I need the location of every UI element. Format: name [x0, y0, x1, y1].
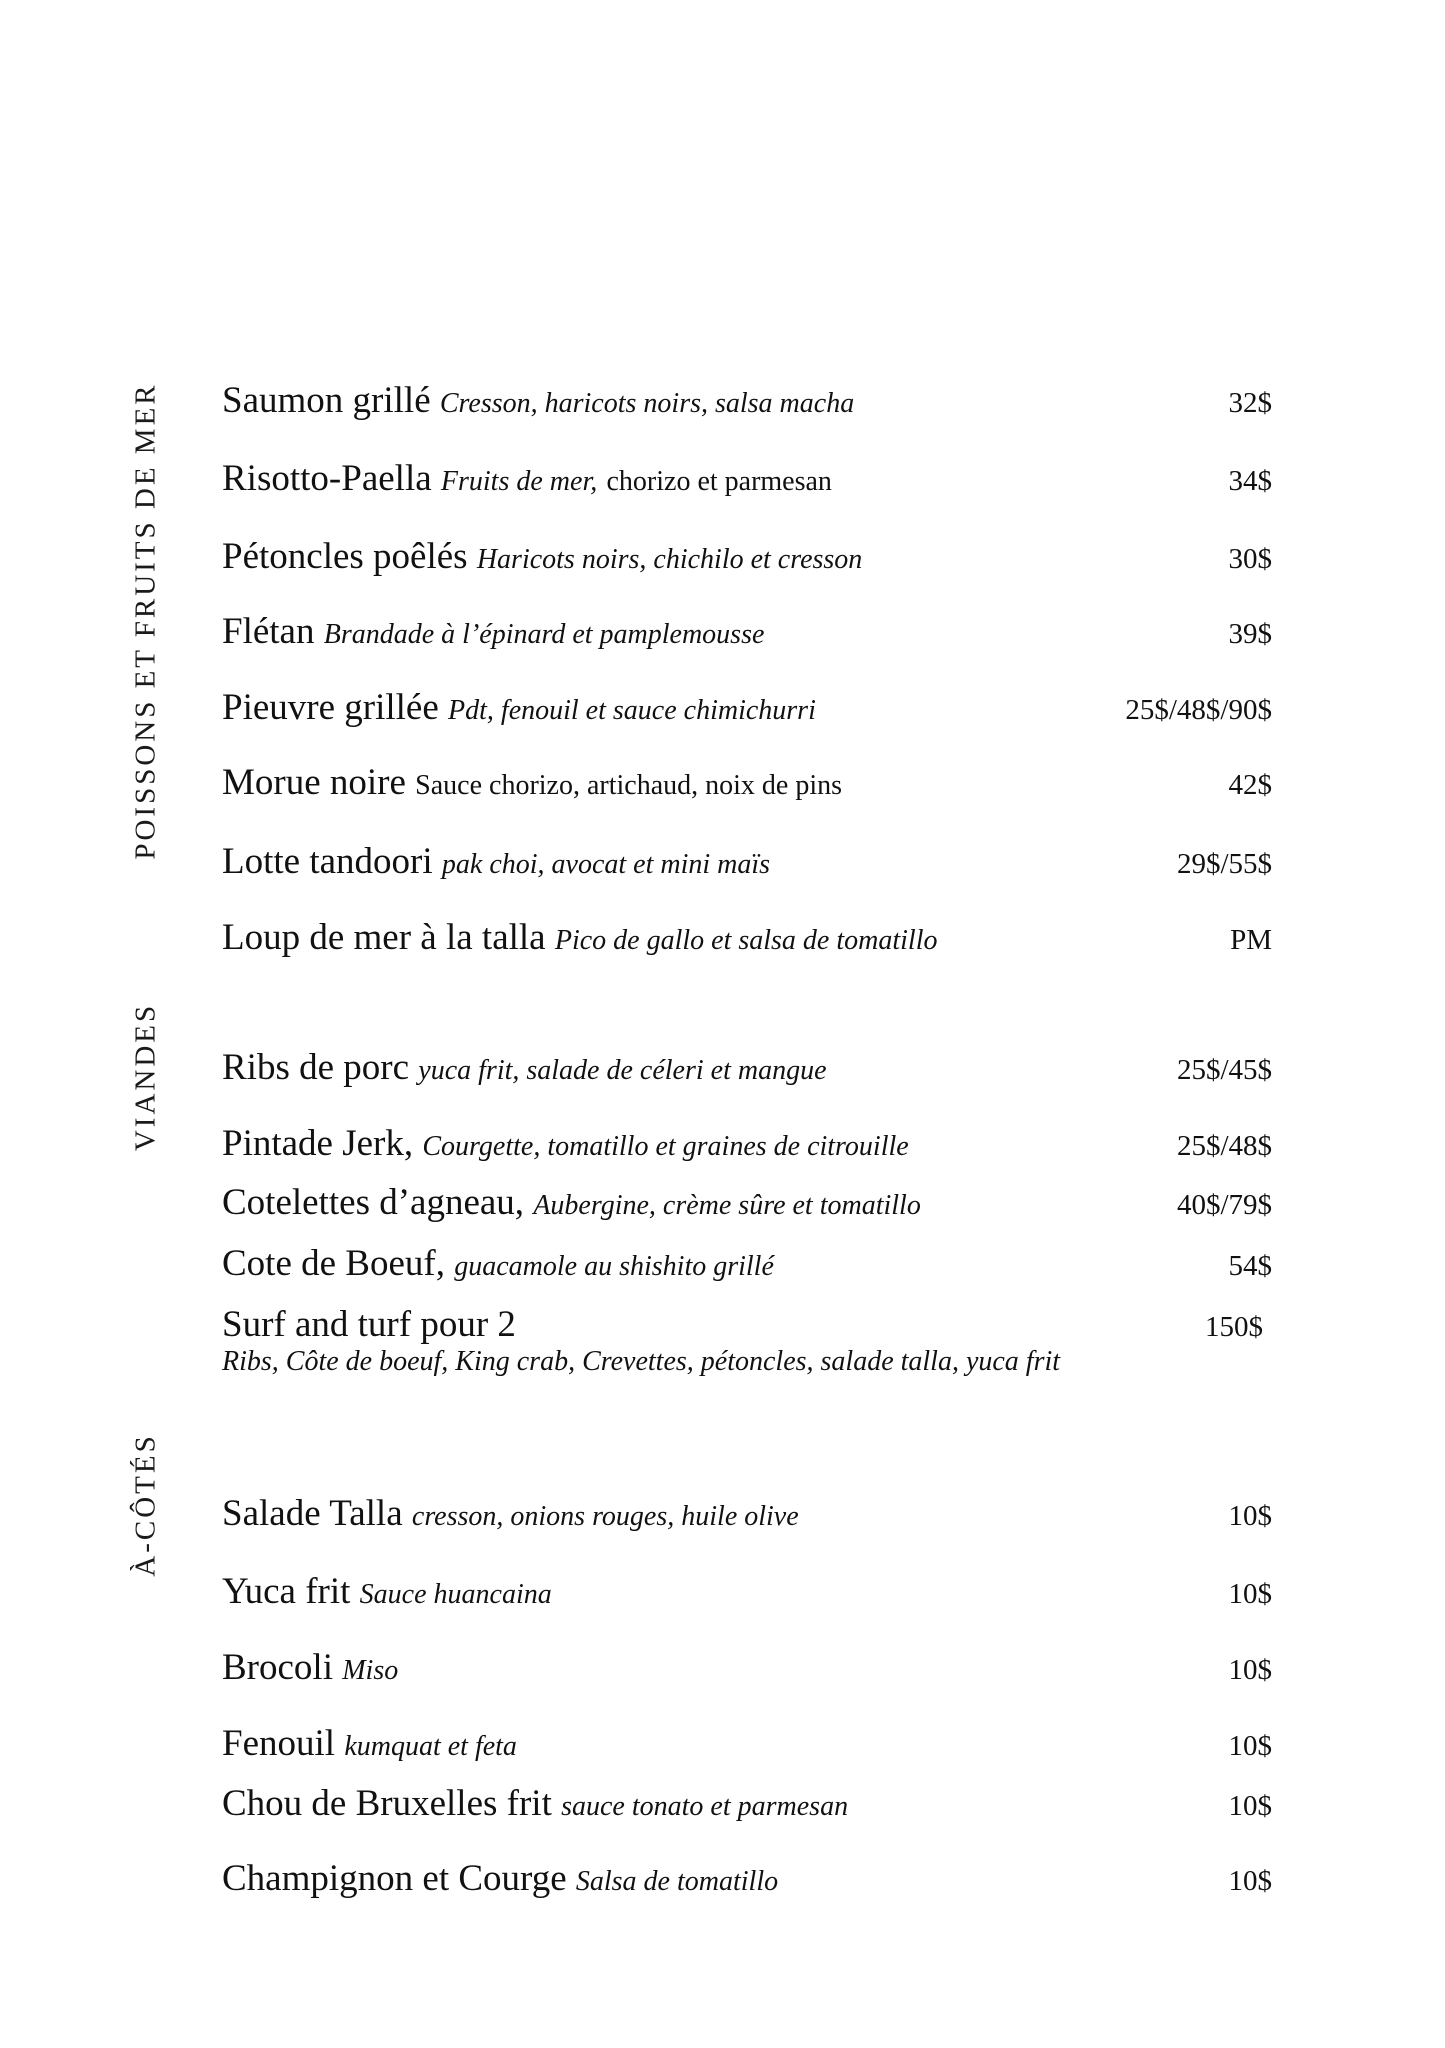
menu-item-salade-talla: [222, 1492, 1272, 1548]
menu-item-cote-de-boeuf: [222, 1242, 1272, 1298]
menu-item-morue-noire: [222, 761, 1272, 817]
item-name: Chou de Bruxelles frit: [222, 1783, 552, 1824]
item-name: Brocoli: [222, 1647, 333, 1688]
item-description: Salsa de tomatillo: [575, 1866, 779, 1897]
item-price: 10$: [1228, 1654, 1272, 1686]
item-description: pak choi, avocat et mini maïs: [441, 849, 771, 880]
item-price: 10$: [1228, 1578, 1272, 1610]
menu-item-pieuvre-grillee: [222, 686, 1272, 742]
menu-item-cotelettes-agneau: [222, 1181, 1272, 1237]
item-description: yuca frit, salade de céleri et mangue: [418, 1055, 827, 1086]
item-sub-description: Ribs, Côte de boeuf, King crab, Crevettes, pétoncles, salade talla, yuca frit: [222, 1346, 1061, 1377]
item-price: 25$/45$: [1176, 1054, 1272, 1086]
item-price: 29$/55$: [1176, 848, 1272, 880]
item-name: Ribs de porc: [222, 1047, 410, 1088]
item-description: cresson, onions rouges, huile olive: [411, 1501, 799, 1532]
menu-item-champignon-courge: [222, 1857, 1272, 1913]
item-description: Sauce huancaina: [359, 1579, 552, 1610]
item-price: 10$: [1228, 1730, 1272, 1762]
menu-item-chou-de-bruxelles: [222, 1782, 1272, 1838]
item-name: Risotto-Paella: [222, 458, 432, 499]
item-description: Haricots noirs, chichilo et cresson: [476, 544, 863, 575]
item-price: 150$: [1205, 1311, 1263, 1343]
item-description: Courgette, tomatillo et graines de citrouille: [422, 1131, 909, 1162]
item-price: 32$: [1228, 387, 1272, 419]
item-description: Miso: [342, 1655, 399, 1686]
item-description: guacamole au shishito grillé: [454, 1251, 774, 1282]
item-price: 10$: [1228, 1500, 1272, 1532]
item-name: Pétoncles poêlés: [222, 536, 468, 577]
item-price: 39$: [1228, 618, 1272, 650]
item-price: 40$/79$: [1176, 1189, 1272, 1221]
menu-item-fenouil: [222, 1722, 1272, 1778]
item-price: 25$/48$: [1176, 1130, 1272, 1162]
item-name: Fenouil: [222, 1723, 336, 1764]
item-description: Pico de gallo et salsa de tomatillo: [554, 925, 938, 956]
item-price: 10$: [1228, 1790, 1272, 1822]
item-name: Pintade Jerk,: [222, 1123, 414, 1164]
item-name: Saumon grillé: [222, 380, 431, 421]
menu-item-lotte-tandoori: [222, 840, 1272, 896]
menu-item-petoncles-poeles: [222, 535, 1272, 591]
item-name: Pieuvre grillée: [222, 687, 439, 728]
menu-item-yuca-frit: [222, 1570, 1272, 1626]
menu-item-risotto-paella: [222, 457, 1272, 513]
item-name: Surf and turf pour 2: [222, 1304, 516, 1345]
item-price: 34$: [1228, 465, 1272, 497]
item-name: Morue noire: [222, 762, 406, 803]
item-name: Yuca frit: [222, 1571, 351, 1612]
item-description: Aubergine, crème sûre et tomatillo: [533, 1190, 921, 1221]
item-name: Loup de mer à la talla: [222, 917, 546, 958]
menu-item-loup-de-mer: [222, 916, 1272, 972]
menu-item-saumon-grille: [222, 379, 1272, 435]
item-name: Flétan: [222, 611, 315, 652]
item-description: sauce tonato et parmesan: [561, 1791, 849, 1822]
item-name: Champignon et Courge: [222, 1858, 567, 1899]
item-description: Cresson, haricots noirs, salsa macha: [439, 388, 855, 419]
item-price: 42$: [1228, 769, 1272, 801]
item-description-plain: Sauce chorizo, artichaud, noix de pins: [415, 770, 843, 801]
item-price: PM: [1230, 924, 1272, 956]
item-name: Cotelettes d’agneau,: [222, 1182, 525, 1223]
menu-item-fletan: [222, 610, 1272, 666]
item-description-plain: chorizo et parmesan: [606, 466, 832, 497]
item-description: Fruits de mer,: [440, 466, 598, 497]
item-name: Salade Talla: [222, 1493, 403, 1534]
menu-item-ribs-de-porc: [222, 1046, 1272, 1102]
item-price: 10$: [1228, 1865, 1272, 1897]
item-price: 30$: [1228, 543, 1272, 575]
item-description: Pdt, fenouil et sauce chimichurri: [448, 695, 816, 726]
menu-item-brocoli: [222, 1646, 1272, 1702]
item-description: kumquat et feta: [344, 1731, 517, 1762]
section-label-text: À-CÔTÉS: [129, 1433, 162, 1577]
menu-item-pintade-jerk: [222, 1122, 1272, 1178]
section-label-text: POISSONS ET FRUITS DE MER: [129, 382, 162, 860]
item-name: Lotte tandoori: [222, 841, 433, 882]
item-description: Brandade à l’épinard et pamplemousse: [323, 619, 765, 650]
item-price: 54$: [1228, 1250, 1272, 1282]
section-label-text: VIANDES: [129, 1002, 162, 1152]
item-name: Cote de Boeuf,: [222, 1243, 445, 1284]
item-price: 25$/48$/90$: [1125, 694, 1272, 726]
